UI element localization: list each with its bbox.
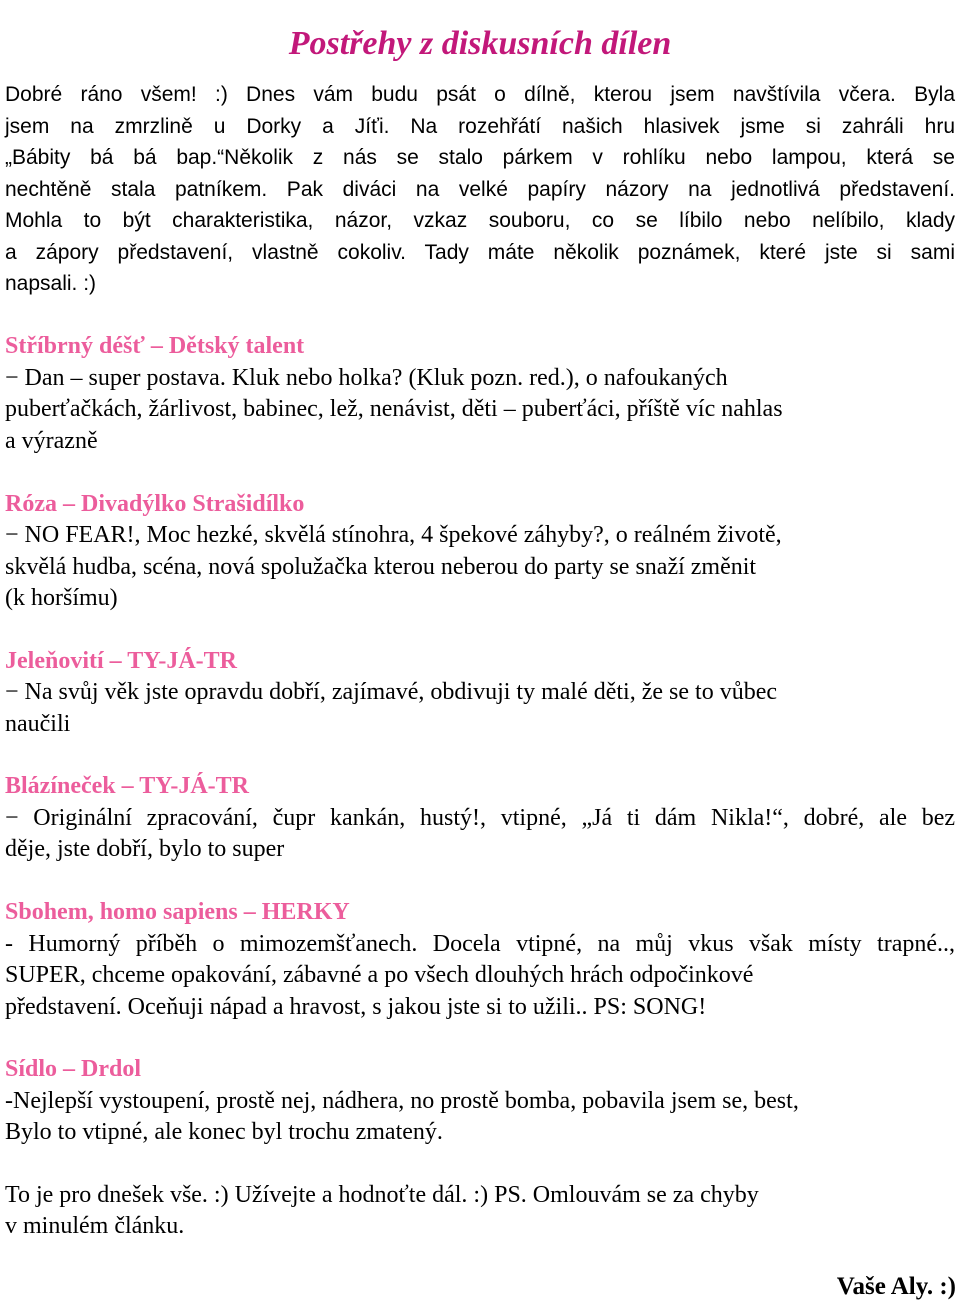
section-heading: Blázíneček – TY-JÁ-TR (5, 773, 250, 799)
intro-line: a zápory představení, vlastně cokoliv. Tady máte několik poznámek, které jste si sami (5, 241, 955, 264)
signature: Vaše Aly. :) (836, 1273, 956, 1300)
intro-line: „Bábity bá bá bap.“Několik z nás se stalo párkem v rohlíku nebo lampou, která se (5, 146, 955, 169)
section-line: děje, jste dobří, bylo to super (5, 836, 285, 862)
section-line: − Dan – super postava. Kluk nebo holka? (Kluk pozn. red.), o nafoukaných (5, 365, 728, 391)
section-heading: Sídlo – Drdol (5, 1056, 142, 1082)
section-heading: Sbohem, homo sapiens – HERKY (5, 899, 350, 925)
section-heading: Stříbrný déšť – Dětský talent (5, 333, 305, 359)
section-line: − NO FEAR!, Moc hezké, skvělá stínohra, 4 špekové záhyby?, o reálném životě, (5, 522, 782, 548)
section-line: Bylo to vtipné, ale konec byl trochu zmatený. (5, 1119, 443, 1145)
section-line: (k horšímu) (5, 585, 118, 611)
intro-line: napsali. :) (5, 272, 97, 295)
intro-line: Mohla to být charakteristika, názor, vzkaz souboru, co se líbilo nebo nelíbilo, klady (5, 209, 955, 232)
section-line: naučili (5, 711, 71, 737)
section-line: -Nejlepší vystoupení, prostě nej, nádhera, no prostě bomba, pobavila jsem se, best, (5, 1088, 799, 1114)
section-line: a výrazně (5, 428, 98, 454)
page-title: Postřehy z diskusních dílen (288, 24, 672, 62)
section-line: puberťačkách, žárlivost, babinec, lež, nenávist, děti – puberťáci, příště víc nahlas (5, 396, 783, 422)
section-line: - Humorný příběh o mimozemšťanech. Docela vtipné, na můj vkus však místy trapné.., (5, 931, 955, 957)
section-heading: Róza – Divadýlko Strašidílko (5, 491, 305, 517)
closing-line: To je pro dnešek vše. :) Užívejte a hodnoťte dál. :) PS. Omlouvám se za chyby (5, 1182, 759, 1208)
intro-line: jsem na zmrzlině u Dorky a Jíťi. Na rozehřátí našich hlasivek jsme si zahráli hru (5, 115, 955, 138)
intro-line: nechtěně stala patníkem. Pak diváci na velké papíry názory na jednotlivá představení. (5, 178, 955, 201)
section-line: skvělá hudba, scéna, nová spolužačka kterou neberou do party se snaží změnit (5, 554, 757, 580)
section-line: − Na svůj věk jste opravdu dobří, zajímavé, obdivuji ty malé děti, že se to vůbec (5, 679, 777, 705)
section-line: představení. Oceňuji nápad a hravost, s jakou jste si to užili.. PS: SONG! (5, 994, 707, 1020)
intro-line: Dobré ráno všem! :) Dnes vám budu psát o dílně, kterou jsem navštívila včera. Byla (5, 83, 955, 106)
section-line: − Originální zpracování, čupr kankán, hustý!, vtipné, „Já ti dám Nikla!“, dobré, ale bez (5, 805, 955, 831)
closing-line: v minulém článku. (5, 1213, 185, 1239)
section-line: SUPER, chceme opakování, zábavné a po všech dlouhých hrách odpočinkové (5, 962, 754, 988)
section-heading: Jeleňovití – TY-JÁ-TR (5, 648, 238, 674)
